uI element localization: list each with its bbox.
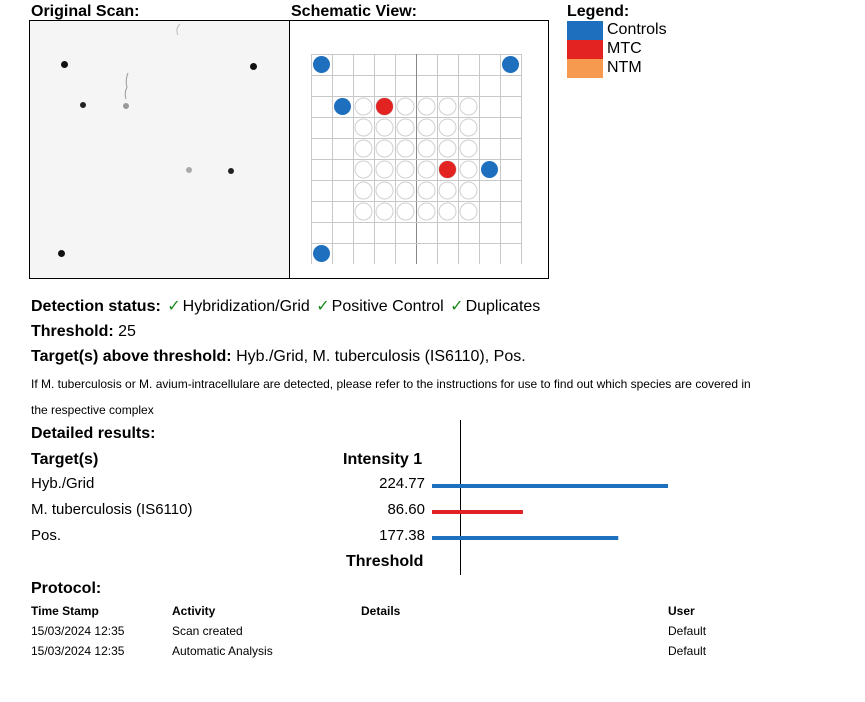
probe-position — [418, 182, 435, 199]
target-name-m-tuberculosis: M. tuberculosis (IS6110) — [31, 501, 193, 518]
legend-label-controls: Controls — [607, 21, 667, 38]
original-scan-image — [30, 21, 289, 278]
probe-position — [397, 161, 414, 178]
target-name-pos: Pos. — [31, 527, 62, 544]
legend-header: Legend: — [567, 3, 630, 20]
threshold-axis-label: Threshold — [346, 553, 424, 570]
control-spot — [502, 56, 519, 73]
probe-position — [439, 119, 456, 136]
protocol-row-2-activity: Automatic Analysis — [172, 644, 273, 658]
intensity-bar — [432, 536, 618, 540]
intensity-value-pos: 177.38 — [379, 527, 425, 544]
probe-position — [418, 140, 435, 157]
col-intensity-header: Intensity 1 — [343, 451, 423, 468]
intensity-value-m-tuberculosis: 86.60 — [387, 501, 425, 518]
protocol-col-activity: Activity — [172, 604, 216, 618]
legend-swatch-controls — [567, 21, 603, 40]
protocol-row-1-activity: Scan created — [172, 624, 243, 638]
threshold-value: 25 — [118, 323, 136, 340]
protocol-col-details: Details — [361, 604, 401, 618]
probe-position — [439, 203, 456, 220]
note-line-2: the respective complex — [31, 403, 154, 417]
legend-label-ntm: NTM — [607, 59, 642, 76]
probe-position — [460, 140, 477, 157]
probe-position — [439, 182, 456, 199]
targets-above-line — [31, 348, 526, 366]
probe-position — [397, 203, 414, 220]
probe-position — [418, 98, 435, 115]
probe-position — [397, 182, 414, 199]
protocol-title: Protocol: — [31, 580, 102, 597]
note-line-1: If M. tuberculosis or M. avium-intracellulare are detected, please refer to the instructions for use to find out which species are covered in — [31, 377, 751, 391]
probe-position — [376, 119, 393, 136]
intensity-bar — [432, 510, 523, 514]
probe-position — [418, 161, 435, 178]
intensity-bar — [432, 484, 668, 488]
protocol-row-2-user: Default — [668, 644, 707, 658]
targets-above-value: Hyb./Grid, M. tuberculosis (IS6110), Pos. — [236, 348, 526, 365]
target-name-hyb-grid: Hyb./Grid — [31, 475, 95, 492]
check-icon: ✓ — [450, 298, 464, 315]
intensity-bar-chart — [430, 470, 730, 550]
probe-position — [460, 161, 477, 178]
intensity-value-hyb-grid: 224.77 — [379, 475, 425, 492]
probe-position — [397, 119, 414, 136]
probe-position — [418, 203, 435, 220]
detailed-results-title: Detailed results: — [31, 425, 156, 442]
probe-position — [355, 119, 372, 136]
probe-position — [355, 182, 372, 199]
protocol-col-timestamp: Time Stamp — [31, 604, 99, 618]
legend-swatch-ntm — [567, 59, 603, 78]
probe-position — [397, 140, 414, 157]
col-target-header: Target(s) — [31, 451, 99, 468]
protocol-col-user: User — [668, 604, 695, 618]
legend-label-mtc: MTC — [607, 40, 642, 57]
schematic-grid — [311, 54, 523, 264]
control-spot — [313, 56, 330, 73]
frame-divider — [289, 20, 290, 279]
probe-position — [460, 182, 477, 199]
probe-position — [460, 98, 477, 115]
probe-position — [460, 119, 477, 136]
probe-position — [397, 98, 414, 115]
legend-swatch-mtc — [567, 40, 603, 59]
status-item-hybridization: Hybridization/Grid — [182, 298, 310, 315]
protocol-row-1-user: Default — [668, 624, 707, 638]
probe-position — [439, 140, 456, 157]
protocol-row-2-timestamp: 15/03/2024 12:35 — [31, 644, 125, 658]
probe-position — [355, 203, 372, 220]
control-spot — [313, 245, 330, 262]
probe-position — [439, 98, 456, 115]
control-spot — [334, 98, 351, 115]
threshold-label: Threshold: — [31, 323, 114, 340]
probe-position — [355, 140, 372, 157]
schematic-view-header: Schematic View: — [291, 3, 417, 20]
threshold-line — [31, 323, 136, 341]
probe-position — [376, 203, 393, 220]
control-spot — [481, 161, 498, 178]
original-scan-header: Original Scan: — [31, 3, 140, 20]
status-item-positive-control: Positive Control — [331, 298, 444, 315]
protocol-row-1-timestamp: 15/03/2024 12:35 — [31, 624, 125, 638]
probe-position — [418, 119, 435, 136]
probe-position — [376, 161, 393, 178]
detection-status — [31, 296, 540, 316]
mtc-spot — [439, 161, 456, 178]
scan-artifacts — [30, 21, 289, 278]
status-item-duplicates: Duplicates — [465, 298, 541, 315]
detection-status-label: Detection status: — [31, 298, 161, 315]
probe-position — [460, 203, 477, 220]
check-icon: ✓ — [316, 298, 330, 315]
probe-position — [376, 182, 393, 199]
targets-above-label: Target(s) above threshold: — [31, 348, 232, 365]
probe-position — [376, 140, 393, 157]
mtc-spot — [376, 98, 393, 115]
check-icon: ✓ — [167, 298, 181, 315]
probe-position — [355, 161, 372, 178]
probe-position — [355, 98, 372, 115]
